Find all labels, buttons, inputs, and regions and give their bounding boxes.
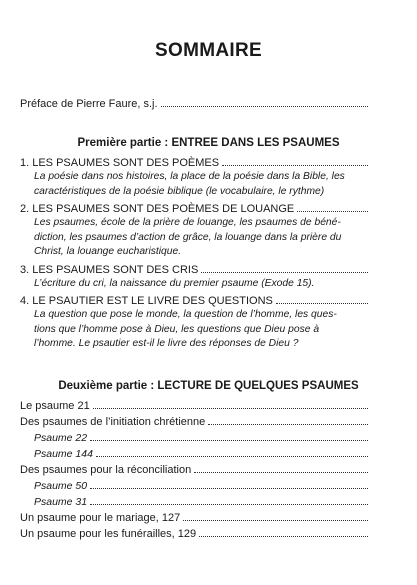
toc-entry xyxy=(20,400,368,413)
toc-entry-chapter-3 xyxy=(20,264,368,277)
toc-subentry xyxy=(34,432,368,445)
dot-leader xyxy=(90,439,368,441)
description-line: Christ, la louange eucharistique. xyxy=(34,246,182,258)
toc-entry xyxy=(20,464,368,477)
dot-leader xyxy=(90,487,368,489)
description-line: L’écriture du cri, la naissance du premier psaume (Exode 15). xyxy=(34,278,315,289)
toc-entry-chapter-1 xyxy=(20,157,368,170)
chapter-4-description xyxy=(34,308,370,352)
toc-entry-label: Des psaumes pour la réconciliation xyxy=(20,464,192,476)
toc-entry xyxy=(20,528,368,541)
chapter-1-description xyxy=(34,170,370,199)
toc-entry-label: Psaume 144 xyxy=(34,448,93,460)
toc-entry-label: Un psaume pour le mariage, 127 xyxy=(20,512,181,524)
part-1-heading: Première partie : ENTREE DANS LES PSAUMES xyxy=(77,137,340,149)
toc-entry-chapter-4 xyxy=(20,295,368,308)
dot-leader xyxy=(194,471,368,473)
chapter-3-description xyxy=(34,277,370,292)
chapter-2-description xyxy=(34,216,370,260)
dot-leader xyxy=(93,407,368,409)
toc-subentry xyxy=(34,480,368,493)
part-2-heading: Deuxième partie : LECTURE DE QUELQUES PSAUMES xyxy=(58,380,359,392)
toc-subentry xyxy=(34,448,368,461)
description-line: l’homme. Le psautier est-il le livre des réponses de Dieu ? xyxy=(34,338,299,350)
dot-leader xyxy=(199,535,368,537)
dot-leader xyxy=(201,271,368,273)
toc-entry-label: Le psaume 21 xyxy=(20,400,90,412)
toc-entry-label: Psaume 50 xyxy=(34,480,88,492)
toc-entry-label: Des psaumes de l’initiation chrétienne xyxy=(20,416,206,428)
toc-entry-label: 4. LE PSAUTIER EST LE LIVRE DES QUESTIONS xyxy=(20,295,273,307)
toc-entry-label: 3. LES PSAUMES SONT DES CRIS xyxy=(20,264,199,276)
dot-leader xyxy=(161,105,368,107)
dot-leader xyxy=(208,423,368,425)
dot-leader xyxy=(96,455,368,457)
dot-leader xyxy=(183,519,368,521)
description-line: diction, les psaumes d’action de grâce, la louange dans la prière du xyxy=(34,231,342,243)
description-line: Les psaumes, école de la prière de louange, les psaumes de béné- xyxy=(34,217,341,228)
page-title: SOMMAIRE xyxy=(155,40,262,61)
toc-entry-label: Psaume 22 xyxy=(34,432,88,444)
description-line: La question que pose le monde, la question de l’homme, les ques- xyxy=(34,309,337,320)
toc-entry-label: Psaume 31 xyxy=(34,496,88,508)
dot-leader xyxy=(297,210,368,212)
description-line: La poésie dans nos histoires, la place de la poésie dans la Bible, les xyxy=(34,171,345,182)
dot-leader xyxy=(276,302,368,304)
dot-leader xyxy=(90,503,368,505)
toc-entry-chapter-2 xyxy=(20,203,368,216)
toc-entry xyxy=(20,416,368,429)
toc-entry-label: Un psaume pour les funérailles, 129 xyxy=(20,528,197,540)
description-line: caractéristiques de la poésie biblique (le vocabulaire, le rythme) xyxy=(34,185,325,197)
toc-entry-label: Préface de Pierre Faure, s.j. xyxy=(20,98,158,110)
toc-entry-preface xyxy=(20,98,368,111)
toc-entry-label: 2. LES PSAUMES SONT DES POÈMES DE LOUANGE xyxy=(20,203,295,215)
description-line: tions que l’homme pose à Dieu, les questions que Dieu pose à xyxy=(34,323,320,335)
toc-entry-label: 1. LES PSAUMES SONT DES POÈMES xyxy=(20,157,220,169)
toc-entry xyxy=(20,512,368,525)
dot-leader xyxy=(222,164,368,166)
toc-subentry xyxy=(34,496,368,509)
